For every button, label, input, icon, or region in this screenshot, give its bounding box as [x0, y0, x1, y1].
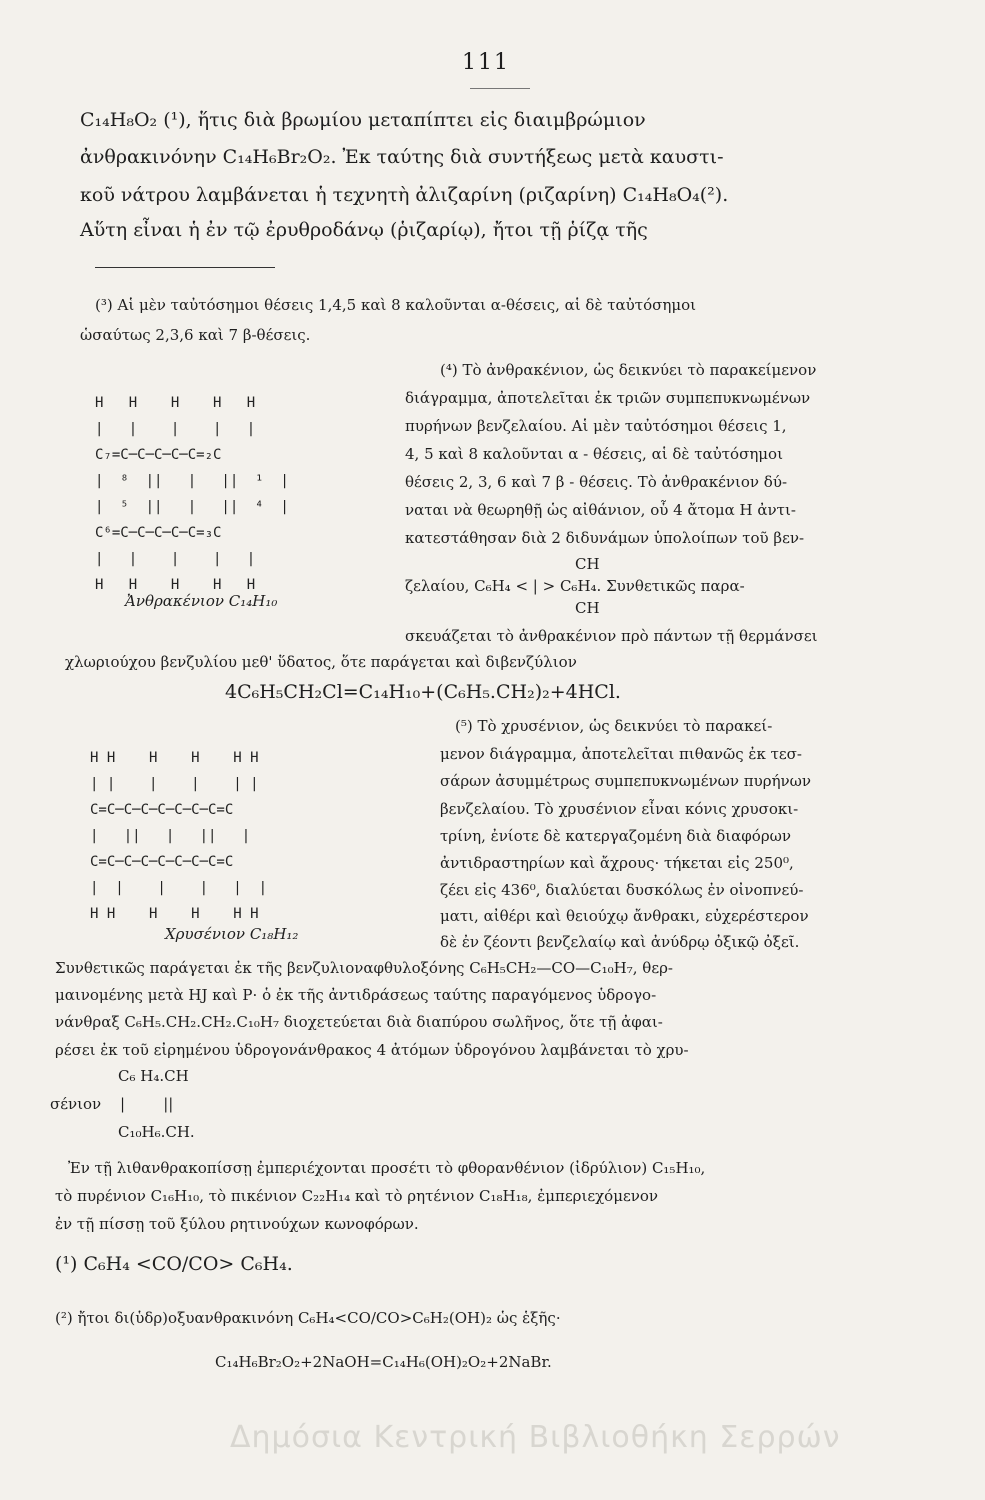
anthracene-line-6: ναται νὰ θεωρηθῇ ὡς αἰθάνιον, οὗ 4 ἄτομα H ἀντι-: [405, 501, 796, 519]
chrysene-line-1: (⁵) Τὸ χρυσένιον, ὡς δεικνύει τὸ παρακεί-: [455, 717, 773, 735]
chrysene-line-8: ματι, αἰθέρι καὶ θειούχῳ ἄνθρακι, εὐχερέστερον: [440, 907, 809, 925]
page-number-rule: [470, 88, 530, 89]
synthesis-line-3: νάνθραξ C₆H₅.CH₂.CH₂.C₁₀H₇ διοχετεύεται διὰ διαπύρου σωλῆνος, ὅτε τῇ ἀφαι-: [55, 1013, 663, 1031]
anthracene-line-2: διάγραμμα, ἀποτελεῖται ἐκ τριῶν συμπεπυκνωμένων: [405, 389, 811, 407]
main-line-3: κοῦ νάτρου λαμβάνεται ἡ τεχνητὴ ἀλιζαρίνη (ριζαρίνη) C₁₄H₈O₄(²).: [80, 184, 729, 206]
library-watermark: Δημόσια Κεντρική Βιβλιοθήκη Σερρών: [230, 1420, 841, 1455]
footnote-positions-1: (³) Αἱ μὲν ταὐτόσημοι θέσεις 1,4,5 καὶ 8 καλοῦνται α-θέσεις, αἱ δὲ ταὐτόσημοι: [95, 296, 697, 314]
chrysene-label: Χρυσένιον C₁₈H₁₂: [165, 925, 299, 943]
chrysene-line-9: δὲ ἐν ζέοντι βενζελαίῳ καὶ ἀνύδρῳ ὀξικῷ ὀξεῖ.: [440, 933, 800, 951]
anthracene-cont-2: χλωριούχου βενζυλίου μεθ' ὕδατος, ὅτε παράγεται καὶ διβενζύλιον: [65, 653, 577, 671]
formula-bottom: C₁₀H₆.CH.: [118, 1123, 195, 1141]
anthracene-line-4: 4, 5 καὶ 8 καλοῦνται α - θέσεις, αἱ δὲ ταὐτόσημοι: [405, 445, 783, 463]
chrysene-structure: H H H H H H | | | | | | C=C─C─C─C─C─C─C=C | || | || | C=C─C─C─C─C─C─C=C | | | | | | H H H H H H: [90, 750, 268, 922]
chrysene-line-5: τρίνη, ἐνίοτε δὲ κατεργαζομένη διὰ διαφόρων: [440, 827, 791, 845]
synthesis-line-1: Συνθετικῶς παράγεται ἐκ τῆς βενζυλιοναφθυλοξόνης C₆H₅CH₂—CO—C₁₀H₇, θερ-: [55, 959, 673, 977]
ch-bottom: CH: [575, 599, 600, 617]
pitch-line-1: Ἐν τῇ λιθανθρακοπίσσῃ ἐμπεριέχονται προσέτι τὸ φθορανθένιον (ἰδρύλιον) C₁₅H₁₀,: [68, 1159, 706, 1177]
pitch-line-3: ἐν τῇ πίσσῃ τοῦ ξύλου ρητινούχων κωνοφόρων.: [55, 1215, 419, 1233]
footnote-divider: [95, 267, 275, 268]
ch-top: CH: [575, 555, 600, 573]
chrysene-line-6: ἀντιδραστηρίων καὶ ἄχρους· τήκεται εἰς 250⁰,: [440, 854, 794, 872]
synthesis-line-4: ρέσει ἐκ τοῦ εἰρημένου ὑδρογονάνθρακος 4 ἀτόμων ὑδρογόνου λαμβάνεται τὸ χρυ-: [55, 1041, 689, 1059]
footnote-2-equation: C₁₄H₆Br₂O₂+2NaOH=C₁₄H₆(OH)₂O₂+2NaBr.: [215, 1353, 552, 1371]
footnote-1: (¹) C₆H₄ <CO/CO> C₆H₄.: [55, 1253, 293, 1275]
anthracene-label: Ἀνθρακένιον C₁₄H₁₀: [125, 592, 278, 610]
pitch-line-2: τὸ πυρένιον C₁₆H₁₀, τὸ πικένιον C₂₂H₁₄ καὶ τὸ ρητένιον C₁₈H₁₈, ἐμπεριεχόμενον: [55, 1187, 659, 1205]
chrysene-line-7: ζέει εἰς 436⁰, διαλύεται δυσκόλως ἐν οἰνοπνεύ-: [440, 881, 804, 899]
main-line-1: C₁₄H₈O₂ (¹), ἥτις διὰ βρωμίου μεταπίπτει εἰς διαιμβρώμιον: [80, 109, 646, 131]
formula-prefix: σένιον: [50, 1095, 102, 1113]
footnote-2: (²) ἤτοι δι(ὑδρ)οξυανθρακινόνη C₆H₄<CO/CO>C₆H₂(OH)₂ ὡς ἑξῆς·: [55, 1309, 561, 1327]
anthracene-line-3: πυρήνων βενζελαίου. Αἱ μὲν ταὐτόσημοι θέσεις 1,: [405, 417, 787, 435]
main-line-4: Αὕτη εἶναι ἡ ἐν τῷ ἐρυθροδάνῳ (ῥιζαρίῳ), ἤτοι τῇ ῥίζᾳ τῆς: [80, 219, 648, 241]
anthracene-line-1: (⁴) Τὸ ἀνθρακένιον, ὡς δεικνύει τὸ παρακείμενον: [440, 361, 817, 379]
synthesis-line-2: μαινομένης μετὰ HJ καὶ P· ὁ ἐκ τῆς ἀντιδράσεως ταύτης παραγόμενος ὑδρογο-: [55, 986, 657, 1004]
anthracene-equation: 4C₆H₅CH₂Cl=C₁₄H₁₀+(C₆H₅.CH₂)₂+4HCl.: [225, 681, 621, 703]
page-number: 111: [462, 50, 510, 75]
anthracene-line-8: ζελαίου, C₆H₄ < | > C₆H₄. Συνθετικῶς παρα-: [405, 577, 745, 595]
anthracene-structure: H H H H H | | | | | C₇=C─C─C─C─C=₂C | ⁸ || | || ¹ | | ⁵ || | || ⁴ | C⁶=C─C─C─C─C=₃C | | | | | H H H H H: [95, 395, 289, 593]
formula-top: C₆ H₄.CH: [118, 1067, 189, 1085]
anthracene-cont-1: σκευάζεται τὸ ἀνθρακένιον πρὸ πάντων τῇ θερμάνσει: [405, 627, 818, 645]
footnote-positions-2: ὡσαύτως 2,3,6 καὶ 7 β-θέσεις.: [80, 326, 311, 344]
anthracene-line-7: κατεστάθησαν διὰ 2 διδυνάμων ὑπολοίπων τοῦ βεν-: [405, 529, 805, 547]
chrysene-line-3: σάρων ἀσυμμέτρως συμπεπυκνωμένων πυρήνων: [440, 772, 812, 790]
chrysene-line-4: βενζελαίου. Τὸ χρυσένιον εἶναι κόνις χρυσοκι-: [440, 800, 799, 818]
formula-bonds: | ||: [120, 1095, 174, 1113]
chrysene-line-2: μενον διάγραμμα, ἀποτελεῖται πιθανῶς ἐκ τεσ-: [440, 745, 802, 763]
anthracene-line-5: θέσεις 2, 3, 6 καὶ 7 β - θέσεις. Τὸ ἀνθρακένιον δύ-: [405, 473, 788, 491]
main-line-2: ἀνθρακινόνην C₁₄H₆Br₂O₂. Ἐκ ταύτης διὰ συντήξεως μετὰ καυστι-: [80, 146, 724, 168]
